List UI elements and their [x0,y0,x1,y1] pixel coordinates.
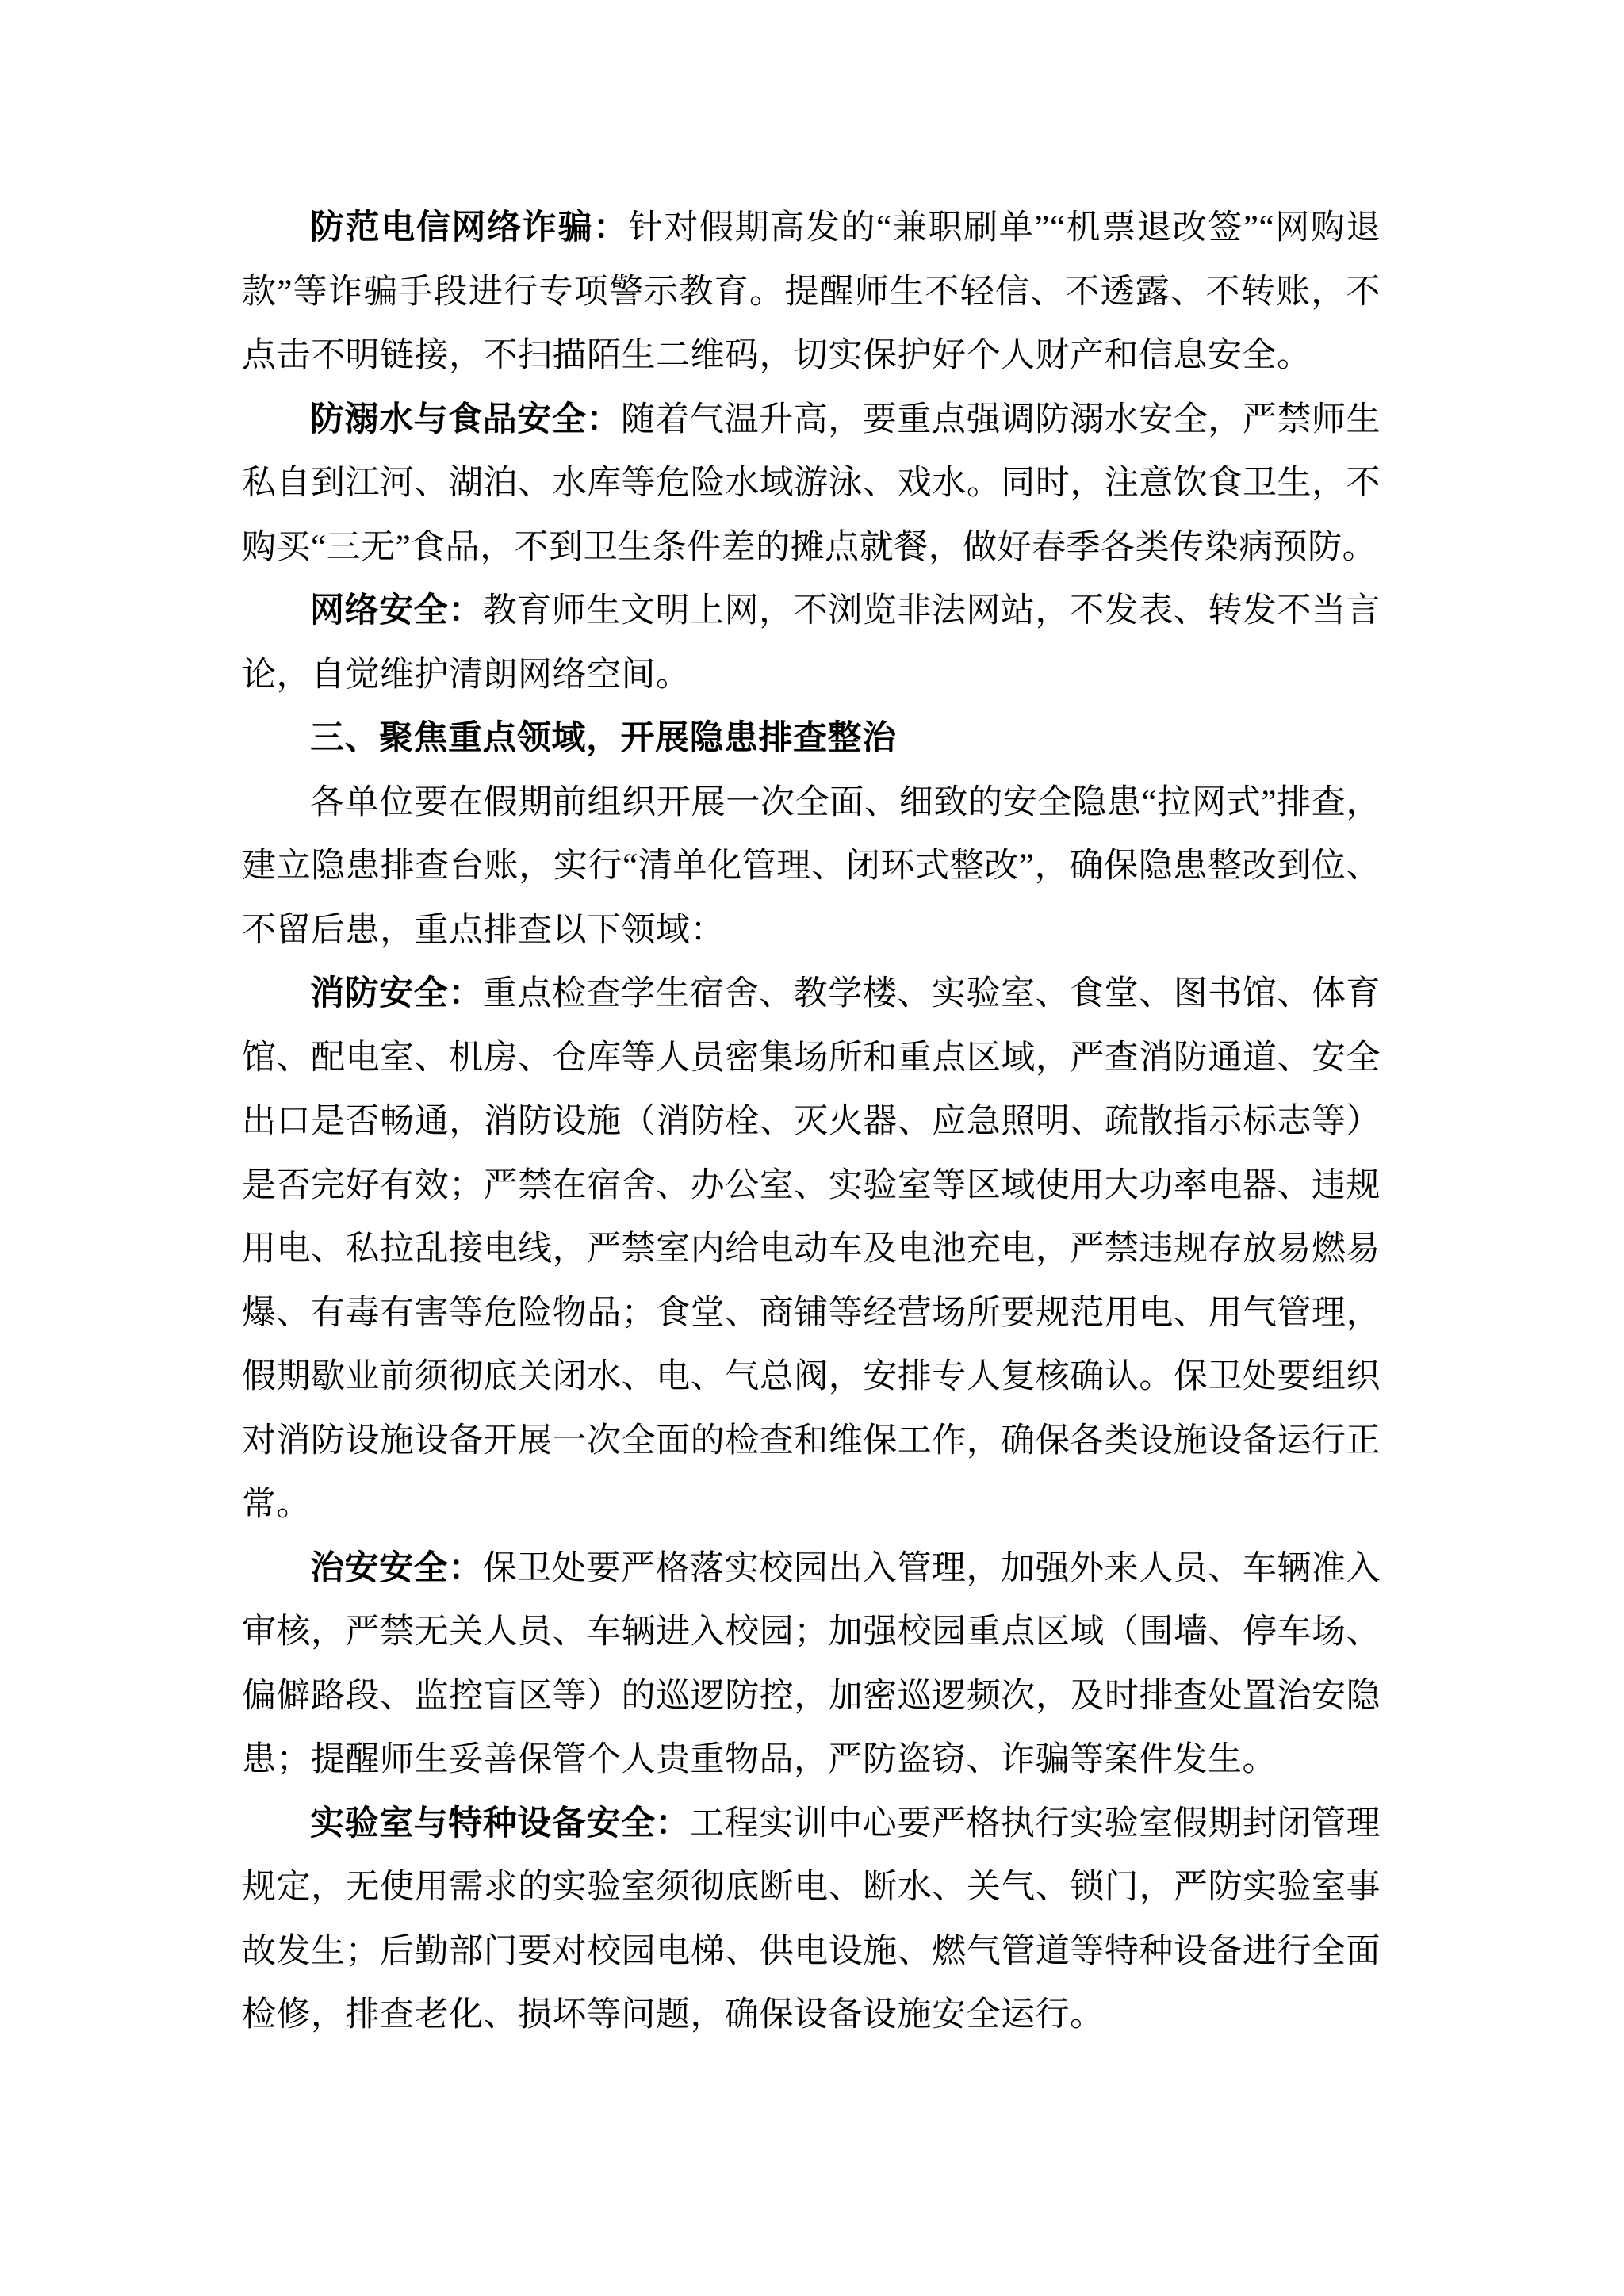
paragraph-body-hazard-screening-intro: 各单位要在假期前组织开展一次全面、细致的安全隐患“拉网式”排查，建立隐患排查台账，实行“清单化管理、闭环式整改”，确保隐患整改到位、不留后患，重点排查以下领域： [242,783,1381,949]
paragraph-public-security [242,1537,1381,1793]
paragraph-fire-safety [242,962,1381,1537]
paragraph-lead-public-security: 治安安全： [310,1549,483,1587]
section-heading-three-text: 三、聚焦重点领域，开展隐患排查整治 [310,720,897,757]
paragraph-network-safety [242,580,1381,707]
paragraph-lead-telecom-fraud: 防范电信网络诈骗： [310,209,629,247]
paragraph-body-fire-safety: 重点检查学生宿舍、教学楼、实验室、食堂、图书馆、体育馆、配电室、机房、仓库等人员密集场所和重点区域，严查消防通道、安全出口是否畅通，消防设施（消防栓、灭火器、应急照明、疏散指示标志等）是否完好有效；严禁在宿舍、办公室、实验室等区域使用大功率电器、违规用电、私拉乱接电线，严禁室内给电动车及电池充电，严禁违规存放易燃易爆、有毒有害等危险物品；食堂、商铺等经营场所要规范用电、用气管理，假期歇业前须彻底关闭水、电、气总阀，安排专人复核确认。保卫处要组织对消防设施设备开展一次全面的检查和维保工作，确保各类设施设备运行正常。 [242,975,1381,1523]
paragraph-lead-fire-safety: 消防安全： [310,975,483,1012]
paragraph-hazard-screening-intro [242,771,1381,963]
paragraph-body-public-security: 保卫处要严格落实校园出入管理，加强外来人员、车辆准入审核，严禁无关人员、车辆进入校园；加强校园重点区域（围墙、停车场、偏僻路段、监控盲区等）的巡逻防控，加密巡逻频次，及时排查处置治安隐患；提醒师生妥善保管个人贵重物品，严防盗窃、诈骗等案件发生。 [242,1549,1381,1778]
paragraph-body-network-safety: 教育师生文明上网，不浏览非法网站，不发表、转发不当言论，自觉维护清朗网络空间。 [242,592,1381,694]
paragraph-drowning-food-safety [242,388,1381,580]
paragraph-body-telecom-fraud: 针对假期高发的“兼职刷单”“机票退改签”“网购退款”等诈骗手段进行专项警示教育。提醒师生不轻信、不透露、不转账，不点击不明链接，不扫描陌生二维码，切实保护好个人财产和信息安全。 [242,209,1381,374]
paragraph-body-lab-equipment-safety: 工程实训中心要严格执行实验室假期封闭管理规定，无使用需求的实验室须彻底断电、断水、关气、锁门，严防实验室事故发生；后勤部门要对校园电梯、供电设施、燃气管道等特种设备进行全面检修，排查老化、损坏等问题，确保设备设施安全运行。 [242,1804,1381,2034]
paragraph-body-drowning-food-safety: 随着气温升高，要重点强调防溺水安全，严禁师生私自到江河、湖泊、水库等危险水域游泳、戏水。同时，注意饮食卫生，不购买“三无”食品，不到卫生条件差的摊点就餐，做好春季各类传染病预防。 [242,400,1381,566]
paragraph-lead-drowning-food-safety: 防溺水与食品安全： [310,400,621,438]
section-heading-three [242,707,1381,771]
paragraph-lead-network-safety: 网络安全： [310,592,483,629]
paragraph-telecom-fraud [242,197,1381,388]
paragraph-lab-equipment-safety [242,1793,1381,2048]
paragraph-lead-lab-equipment-safety: 实验室与特种设备安全： [310,1804,691,1843]
document-content [242,197,1381,2048]
